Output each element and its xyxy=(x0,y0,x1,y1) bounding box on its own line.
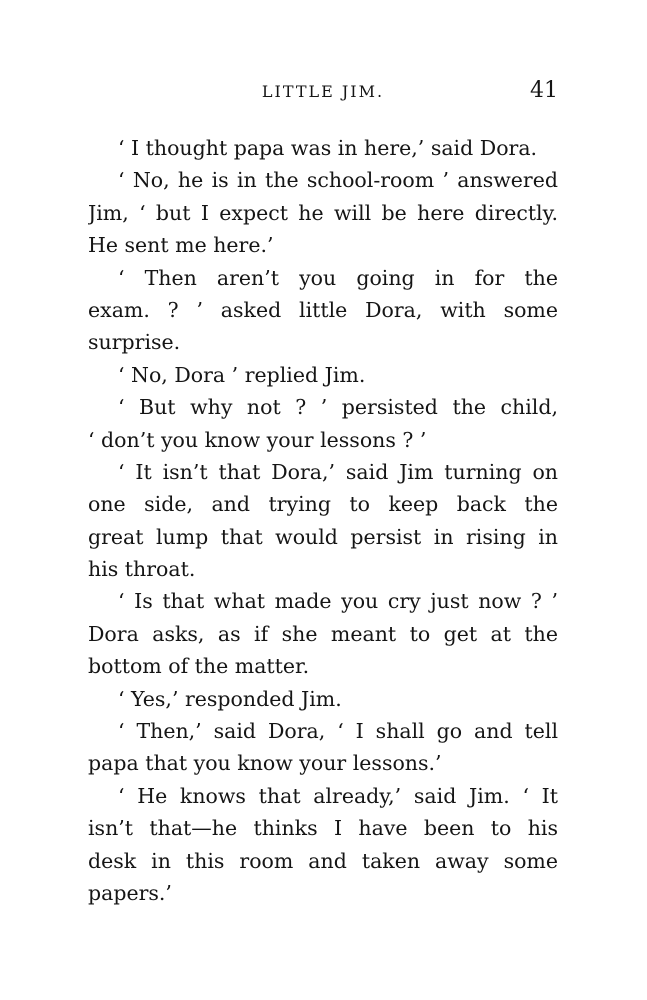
running-title: LITTLE JIM. xyxy=(261,82,385,101)
text-line: exam. ? ’ asked little Dora, with some xyxy=(88,297,558,322)
text-line: papers.’ xyxy=(88,880,172,905)
text-line: ‘ But why not ? ’ persisted the child, xyxy=(118,395,558,420)
text-line: great lump that would persist in rising in xyxy=(88,524,558,549)
text-line: ‘ don’t you know your lessons ? ’ xyxy=(88,427,427,452)
text-line: ‘ Is that what made you cry just now ? ’ xyxy=(118,589,558,614)
page-number: 41 xyxy=(530,78,558,103)
text-line: isn’t that—he thinks I have been to his xyxy=(88,816,558,841)
text-line: desk in this room and taken away some xyxy=(88,848,558,873)
text-line: ‘ I thought papa was in here,’ said Dora. xyxy=(118,136,538,160)
text-line: ‘ He knows that already,’ said Jim. ‘ It xyxy=(118,783,558,808)
text-line: surprise. xyxy=(88,330,181,355)
text-line: one side, and trying to keep back the xyxy=(88,492,558,517)
text-line: bottom of the matter. xyxy=(88,654,310,679)
text-line: ‘ No, Dora ’ replied Jim. xyxy=(118,362,366,387)
text-line: ‘ It isn’t that Dora,’ said Jim turning on xyxy=(118,459,558,484)
body-text xyxy=(88,132,558,909)
running-head xyxy=(88,78,558,108)
text-line: papa that you know your lessons.’ xyxy=(88,751,442,776)
text-line: He sent me here.’ xyxy=(88,233,274,258)
text-line: ‘ No, he is in the school-room ’ answered xyxy=(118,168,558,193)
text-line: Dora asks, as if she meant to get at the xyxy=(88,621,558,646)
text-line: his throat. xyxy=(88,557,196,582)
text-line: ‘ Then,’ said Dora, ‘ I shall go and tell xyxy=(118,719,558,744)
text-line: Jim, ‘ but I expect he will be here directly. xyxy=(88,200,558,225)
text-line: ‘ Then aren’t you going in for the xyxy=(118,265,558,290)
text-line: ‘ Yes,’ responded Jim. xyxy=(118,686,342,711)
